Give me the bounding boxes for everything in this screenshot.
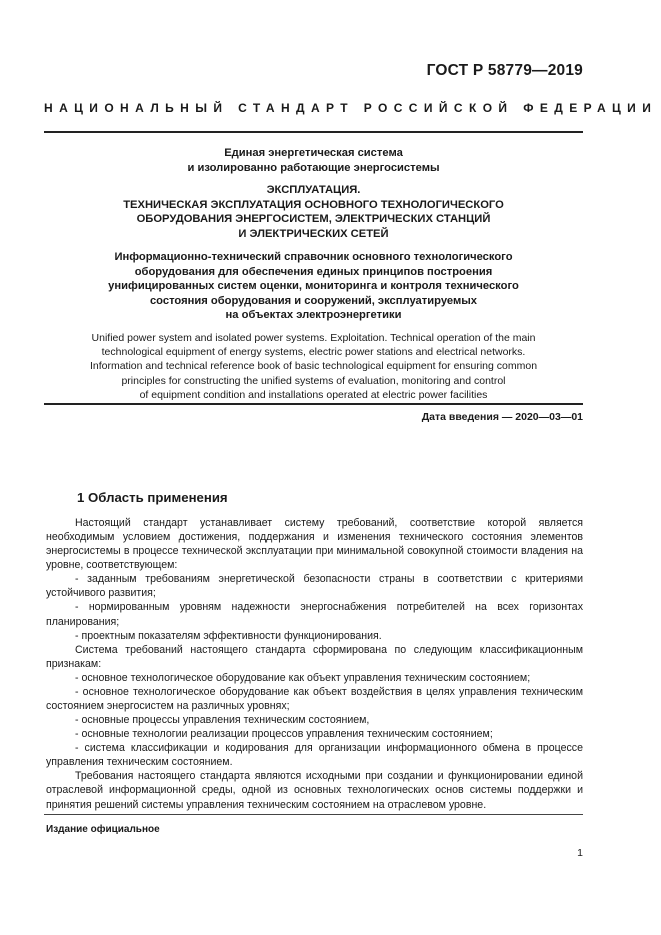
- subtitle-line: на объектах электроэнергетики: [225, 309, 402, 321]
- footer-divider: [44, 814, 583, 815]
- english-title-line: principles for constructing the unified systems of evaluation, monitoring and control: [121, 374, 506, 387]
- list-item: - нормированным уровням надежности энергоснабжения потребителей на всех горизонтах планирования;: [46, 601, 583, 628]
- list-item: - заданным требованиям энергетической безопасности страны в соответствии с критериями устойчивого развития;: [46, 573, 583, 600]
- subtitle-line: оборудования для обеспечения единых принципов построения: [134, 265, 493, 278]
- english-title-line: Information and technical reference book of basic technological equipment for ensuring common: [89, 360, 538, 373]
- english-title-line: Unified power system and isolated power systems. Exploitation. Technical operation of the main: [91, 332, 536, 344]
- system-title-line: и изолированно работающие энергосистемы: [187, 161, 440, 174]
- english-title-line: technological equipment of energy systems, electric power stations and electrical networks.: [101, 346, 526, 359]
- edition-label: Издание официальное: [46, 824, 160, 835]
- subtitle-line: унифицированных систем оценки, мониторинга и контроля технического: [108, 280, 519, 292]
- subtitle-line: Информационно-технический справочник основного технологического: [114, 251, 513, 263]
- page-number: 1: [577, 847, 583, 859]
- section-heading: 1 Область применения: [77, 490, 228, 505]
- list-item: - основные процессы управления техническим состоянием,: [75, 714, 370, 727]
- body-paragraph: Требования настоящего стандарта являются исходными при создании и функционировании единой отраслевой информационной среды, одной из основных технологических основ системы поддержки и принятия решений системы управления техническим состоянием на отраслевом уровне.: [46, 770, 583, 811]
- list-item: - основное технологическое оборудование как объект управления техническим состоянием;: [75, 671, 531, 684]
- english-title-line: of equipment condition and installations operated at electric power facilities: [139, 388, 488, 401]
- main-title-line: И ЭЛЕКТРИЧЕСКИХ СЕТЕЙ: [238, 227, 389, 240]
- main-title-line: ОБОРУДОВАНИЯ ЭНЕРГОСИСТЕМ, ЭЛЕКТРИЧЕСКИХ СТАНЦИЙ: [136, 213, 491, 225]
- list-item: - основное технологическое оборудование как объект воздействия в целях управления техническим состоянием энергосистем на различных уровнях;: [46, 685, 583, 713]
- subtitle: [44, 250, 583, 323]
- gost-number: ГОСТ Р 58779—2019: [426, 62, 583, 79]
- top-divider: [44, 131, 583, 133]
- english-title: [44, 331, 583, 402]
- subtitle-line: состояния оборудования и сооружений, эксплуатируемых: [149, 294, 478, 307]
- list-item: - основные технологии реализации процессов управления техническим состоянием;: [75, 728, 493, 741]
- system-title-line: Единая энергетическая система: [224, 147, 403, 159]
- introduction-date: Дата введения — 2020—03—01: [421, 411, 583, 423]
- national-standard-banner: НАЦИОНАЛЬНЫЙ СТАНДАРТ РОССИЙСКОЙ ФЕДЕРАЦИИ: [44, 101, 658, 115]
- section-body: [46, 516, 583, 812]
- list-item: - проектным показателям эффективности функционирования.: [75, 629, 382, 642]
- main-title-line: ТЕХНИЧЕСКАЯ ЭКСПЛУАТАЦИЯ ОСНОВНОГО ТЕХНОЛОГИЧЕСКОГО: [123, 198, 504, 211]
- main-title: [44, 183, 583, 241]
- body-paragraph: Настоящий стандарт устанавливает систему требований, соответствие которой является необходимым условием достижения, поддержания и изменения технического состояния элементов энергосистемы в процессе технической эксплуатации при минимальной совокупной стоимости владения на уровне, соответствующем:: [46, 517, 583, 572]
- body-paragraph: Система требований настоящего стандарта сформирована по следующим классификационным признакам:: [46, 643, 583, 670]
- main-title-line: ЭКСПЛУАТАЦИЯ.: [266, 184, 361, 196]
- system-title: [44, 146, 583, 175]
- middle-divider: [44, 403, 583, 405]
- list-item: - система классификации и кодирования для организации информационного обмена в процессе управления техническим состоянием.: [46, 742, 583, 769]
